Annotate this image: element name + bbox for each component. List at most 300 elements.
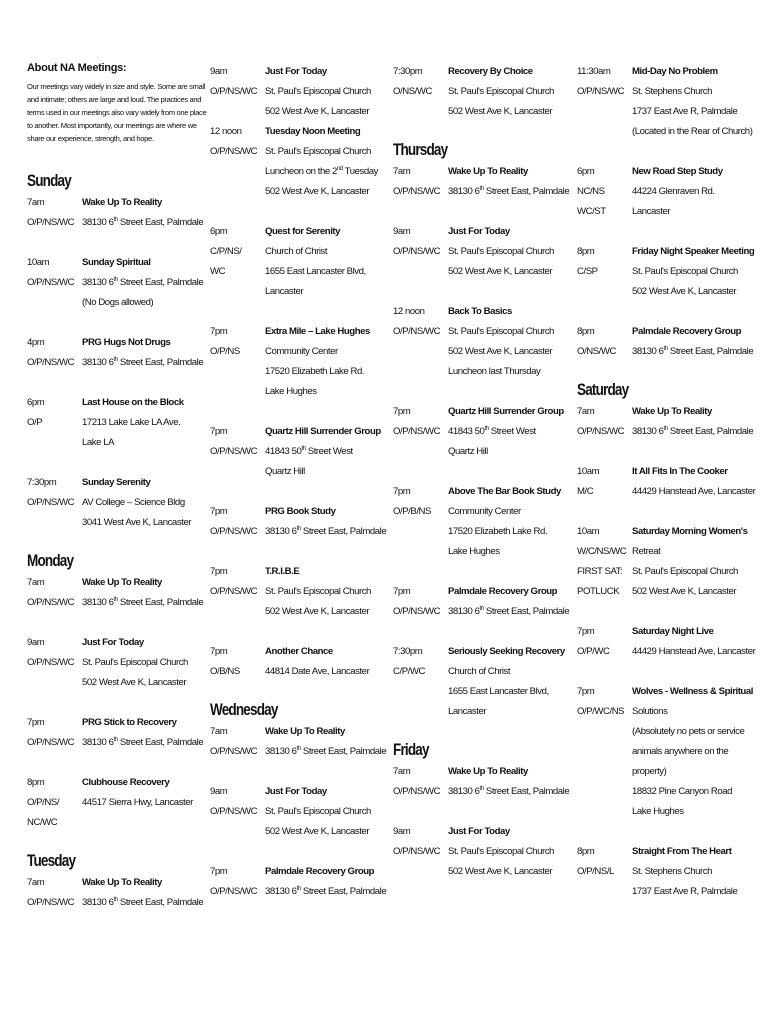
meeting-name: Clubhouse Recovery <box>82 777 170 788</box>
meeting-name: Sunday Serenity <box>82 477 151 488</box>
meeting-time: 11:30am <box>577 66 611 77</box>
meeting <box>577 62 755 142</box>
meeting-location: 38130 6th Street East, Palmdale <box>265 885 387 897</box>
meeting-time: 4pm <box>27 337 45 348</box>
meeting-time: 7pm <box>210 646 228 657</box>
meeting-format: NC/WC <box>27 817 58 828</box>
meeting-location: 1655 East Lancaster Blvd, <box>448 686 549 697</box>
meeting-location: 44814 Date Ave, Lancaster <box>265 666 370 677</box>
about-section <box>27 62 207 145</box>
meeting <box>577 242 755 302</box>
meeting-details <box>448 62 568 122</box>
meeting <box>27 773 195 833</box>
meeting-name: Mid-Day No Problem <box>632 66 718 77</box>
meeting-format: O/P/NS/WC <box>210 886 258 897</box>
meeting-name: Just For Today <box>448 226 510 237</box>
meeting <box>393 482 568 562</box>
column-3 <box>393 62 568 882</box>
meeting-details <box>265 722 386 762</box>
meeting-details <box>448 482 568 562</box>
meeting <box>210 722 387 762</box>
meeting-meta <box>393 222 448 282</box>
meeting-details <box>448 162 569 202</box>
meeting-location: St. Stephens Church <box>632 866 712 877</box>
meeting-meta <box>393 822 448 882</box>
meeting-format: WC <box>210 266 226 277</box>
meeting-time: 10am <box>577 466 600 477</box>
meeting-name: Saturday Night Live <box>632 626 714 637</box>
meeting-name: Palmdale Recovery Group <box>632 326 742 337</box>
meeting-details <box>82 193 203 233</box>
meeting-location: 502 West Ave K, Lancaster <box>265 606 370 617</box>
meeting-time: 7pm <box>393 406 411 417</box>
meeting-meta <box>393 302 448 382</box>
meeting-format: M/C <box>577 486 594 497</box>
day-heading-friday: Friday <box>393 741 429 759</box>
meeting-format: O/P/WC <box>577 646 610 657</box>
meeting <box>577 682 755 822</box>
meeting-format: O/P/NS/WC <box>27 657 75 668</box>
meeting-format: O/P/NS/WC <box>210 446 258 457</box>
meeting <box>577 162 755 222</box>
meeting-location: 18832 Pine Canyon Road <box>632 786 732 797</box>
meeting-location: St. Paul's Episcopal Church <box>632 566 738 577</box>
meeting-format: W/C/NS/WC <box>577 546 627 557</box>
meeting-time: 9am <box>27 637 45 648</box>
meeting-details <box>82 873 203 913</box>
meeting-meta <box>210 782 265 842</box>
meeting-meta <box>210 122 265 202</box>
meeting-meta <box>27 713 82 753</box>
meeting-details <box>265 122 380 202</box>
meeting-format: O/P/NS/WC <box>27 277 75 288</box>
meeting-location: (Located in the Rear of Church) <box>632 126 753 137</box>
meeting-location: Church of Christ <box>265 246 328 257</box>
meeting-meta <box>27 333 82 373</box>
meeting-format: C/P/WC <box>393 666 425 677</box>
meeting-location: (No Dogs allowed) <box>82 297 154 308</box>
meeting <box>210 422 380 482</box>
meeting-location: 44224 Glenraven Rd. <box>632 186 715 197</box>
meeting-details <box>632 842 755 902</box>
meeting-location: Lancaster <box>632 206 671 217</box>
meeting-name: Extra Mile – Lake Hughes <box>265 326 370 337</box>
meeting-name: Wake Up To Reality <box>82 197 162 208</box>
meeting-meta <box>577 62 632 142</box>
meeting <box>393 222 568 282</box>
meeting-format: O/P/NS/WC <box>27 597 75 608</box>
meeting <box>393 162 568 202</box>
meeting-meta <box>27 773 82 833</box>
meeting-location: 502 West Ave K, Lancaster <box>265 826 370 837</box>
meeting-meta <box>27 253 82 313</box>
meeting-name: It All Fits In The Cooker <box>632 466 728 477</box>
meeting-time: 8pm <box>577 846 595 857</box>
meeting <box>577 622 755 662</box>
meeting <box>210 782 380 842</box>
meeting-location: 44429 Hanstead Ave, Lancaster <box>632 646 756 657</box>
meeting-name: Back To Basics <box>448 306 512 317</box>
meeting-name: Quartz Hill Surrender Group <box>265 426 381 437</box>
meeting-location: 1737 East Ave R, Palmdale <box>632 886 738 897</box>
meeting-location: Community Center <box>265 346 338 357</box>
meeting-format: O/P/NS/WC <box>210 526 258 537</box>
about-text <box>27 80 207 145</box>
meeting-location: 502 West Ave K, Lancaster <box>632 586 737 597</box>
meeting-format: O/P/NS/L <box>577 866 614 877</box>
meeting-location: 38130 6th Street East, Palmdale <box>265 525 387 537</box>
meeting <box>210 62 380 122</box>
meeting-location: 38130 6th Street East, Palmdale <box>82 736 204 748</box>
meeting-meta <box>577 162 632 222</box>
meeting-details <box>265 322 380 402</box>
column-1 <box>27 62 207 913</box>
meeting-details <box>632 522 755 602</box>
meeting-location: animals anywhere on the <box>632 746 729 757</box>
meeting-name: Wake Up To Reality <box>265 726 345 737</box>
meeting-location: Retreat <box>632 546 661 557</box>
meeting-name: Wake Up To Reality <box>82 577 162 588</box>
meeting-time: 7pm <box>577 686 595 697</box>
meeting-format: O/P/NS/WC <box>210 746 258 757</box>
meeting-name: Tuesday Noon Meeting <box>265 126 361 137</box>
meeting-location: Solutions <box>632 706 668 717</box>
meeting-meta <box>210 422 265 482</box>
meeting-location: 44429 Hanstead Ave, Lancaster <box>632 486 756 497</box>
meeting-location: 38130 6th Street East, Palmdale <box>82 896 204 908</box>
meeting-location: property) <box>632 766 667 777</box>
meeting-format: O/P/NS/WC <box>210 146 258 157</box>
meeting-details <box>82 473 195 533</box>
meeting-format: O/NS/WC <box>577 346 616 357</box>
meeting-format: O/P/NS/WC <box>393 786 441 797</box>
meeting-location: 17213 Lake Lake LA Ave. <box>82 417 181 428</box>
meeting <box>27 193 204 233</box>
meeting-name: Just For Today <box>265 786 327 797</box>
meeting-meta <box>577 682 632 822</box>
meeting-format: O/P/NS/WC <box>393 846 441 857</box>
meeting-time: 7pm <box>210 426 228 437</box>
meeting-location: St. Paul's Episcopal Church <box>448 846 554 857</box>
meeting-name: Just For Today <box>265 66 327 77</box>
meeting-format: O/P/NS/WC <box>393 186 441 197</box>
meeting-name: Wake Up To Reality <box>632 406 712 417</box>
meeting-time: 9am <box>393 826 411 837</box>
meeting-location: St. Paul's Episcopal Church <box>448 326 554 337</box>
meeting-details <box>632 462 755 502</box>
meeting-location: 1655 East Lancaster Blvd, <box>265 266 366 277</box>
meeting <box>27 473 195 533</box>
meeting-time: 7pm <box>577 626 595 637</box>
meeting <box>210 222 380 302</box>
meeting-details <box>632 622 755 662</box>
meeting-format: O/P/NS <box>210 346 240 357</box>
meeting-location: AV College – Science Bldg <box>82 497 185 508</box>
meeting-name: Seriously Seeking Recovery <box>448 646 565 657</box>
meeting <box>577 462 755 502</box>
meeting-name: Sunday Spiritual <box>82 257 151 268</box>
meeting-time: 7pm <box>210 866 228 877</box>
meeting <box>210 122 380 202</box>
meeting-details <box>265 782 380 842</box>
meeting-location: 38130 6th Street East, Palmdale <box>82 216 204 228</box>
meeting-time: 6pm <box>27 397 45 408</box>
meeting-time: 12 noon <box>210 126 242 137</box>
meeting-meta <box>577 622 632 662</box>
meeting-format: O/P/NS/WC <box>210 806 258 817</box>
meeting-details <box>448 302 568 382</box>
meeting-format: O/P/NS/WC <box>27 897 75 908</box>
meeting-format: O/P/NS/WC <box>577 426 625 437</box>
meeting-name: Palmdale Recovery Group <box>265 866 375 877</box>
meeting-time: 8pm <box>577 246 595 257</box>
meeting-location: Lancaster <box>448 706 487 717</box>
meeting-time: 7am <box>210 726 228 737</box>
meeting-details <box>632 322 755 362</box>
meeting-details <box>82 713 203 753</box>
meeting-format: WC/ST <box>577 206 606 217</box>
meeting-details <box>448 642 568 722</box>
meeting <box>577 322 755 362</box>
meeting-location: St. Paul's Episcopal Church <box>448 86 554 97</box>
day-heading-monday: Monday <box>27 552 74 570</box>
meeting-time: 7am <box>27 197 45 208</box>
meeting-meta <box>27 473 82 533</box>
meeting-format: O/P/NS/WC <box>393 606 441 617</box>
meeting <box>577 402 755 442</box>
meeting-format: O/B/NS <box>210 666 240 677</box>
meeting-location: 502 West Ave K, Lancaster <box>448 346 553 357</box>
meeting-details <box>632 62 755 142</box>
meeting-name: Recovery By Choice <box>448 66 533 77</box>
meeting-meta <box>393 762 448 802</box>
meeting <box>210 562 380 622</box>
meeting-name: Wake Up To Reality <box>448 166 528 177</box>
meeting-name: Quest for Serenity <box>265 226 341 237</box>
meeting-time: 7pm <box>393 486 411 497</box>
column-4 <box>577 62 755 902</box>
meeting-details <box>632 402 755 442</box>
meeting-location: 38130 6th Street East, Palmdale <box>448 785 570 797</box>
meeting-location: St. Paul's Episcopal Church <box>82 657 188 668</box>
meeting-time: 6pm <box>210 226 228 237</box>
meeting-format: O/P/NS/WC <box>393 326 441 337</box>
meeting-location: 41843 50th Street West <box>265 445 353 457</box>
meeting-meta <box>393 162 448 202</box>
meeting <box>27 333 204 373</box>
meeting-name: Just For Today <box>448 826 510 837</box>
meeting-time: 8pm <box>577 326 595 337</box>
meeting-location: 38130 6th Street East, Palmdale <box>82 596 204 608</box>
meeting-location: 44517 Sierra Hwy, Lancaster <box>82 797 193 808</box>
meeting-format: NC/NS <box>577 186 605 197</box>
meeting-format: O/P/NS/WC <box>577 86 625 97</box>
meeting-meta <box>393 642 448 722</box>
meeting-name: Wake Up To Reality <box>82 877 162 888</box>
meeting-format: O/P/NS/WC <box>210 586 258 597</box>
meeting-format: O/P/B/NS <box>393 506 431 517</box>
meeting-location: Lake Hughes <box>265 386 317 397</box>
meeting <box>577 522 755 602</box>
meeting-meta <box>210 62 265 122</box>
meeting-name: Wolves - Wellness & Spiritual <box>632 686 753 697</box>
meeting-format: POTLUCK <box>577 586 620 597</box>
meeting-details <box>265 502 386 542</box>
about-line: to another. Most importantly, our meetings are where we <box>27 121 197 130</box>
meeting-name: Last House on the Block <box>82 397 184 408</box>
meeting-time: 7am <box>393 166 411 177</box>
meeting-location: 502 West Ave K, Lancaster <box>448 866 553 877</box>
meeting-meta <box>577 322 632 362</box>
meeting <box>393 762 568 802</box>
day-heading-wednesday: Wednesday <box>210 701 278 719</box>
meeting <box>393 62 568 122</box>
meeting-details <box>632 242 755 302</box>
meeting-time: 10am <box>27 257 50 268</box>
about-line: terms used in our meetings also vary widely from one place <box>27 108 207 117</box>
column-2 <box>210 62 387 902</box>
meeting-details <box>265 862 386 902</box>
meeting-format: O/P/NS/WC <box>393 426 441 437</box>
meeting-time: 7pm <box>210 326 228 337</box>
day-heading-sunday: Sunday <box>27 172 71 190</box>
meeting-format: O/P/NS/WC <box>27 217 75 228</box>
meeting-time: 7pm <box>210 566 228 577</box>
meeting-location: Luncheon last Thursday <box>448 366 541 377</box>
meeting-meta <box>210 322 265 402</box>
meeting-meta <box>577 242 632 302</box>
meeting-details <box>448 222 568 282</box>
meeting-format: O/P/NS/WC <box>27 497 75 508</box>
meeting <box>210 502 387 542</box>
meeting-meta <box>27 873 82 913</box>
meeting-location: St. Paul's Episcopal Church <box>632 266 738 277</box>
meeting-location: Luncheon on the 2nd Tuesday <box>265 165 378 177</box>
meeting-meta <box>577 462 632 502</box>
meeting-location: Quartz Hill <box>265 466 305 477</box>
meeting-time: 9am <box>393 226 411 237</box>
meeting-time: 7am <box>27 877 45 888</box>
meeting-format: C/P/NS/ <box>210 246 242 257</box>
meeting-location: Lake LA <box>82 437 115 448</box>
meeting-location: Lancaster <box>265 286 304 297</box>
meeting-name: Straight From The Heart <box>632 846 732 857</box>
meeting-location: 17520 Elizabeth Lake Rd. <box>448 526 548 537</box>
meeting-time: 7:30pm <box>393 66 423 77</box>
day-heading-saturday: Saturday <box>577 381 629 399</box>
meeting-format: C/SP <box>577 266 598 277</box>
day-heading-tuesday: Tuesday <box>27 852 76 870</box>
meeting-details <box>265 562 380 622</box>
meeting <box>393 582 568 622</box>
meeting-details <box>632 682 755 822</box>
meeting-format: O/P/NS/WC <box>393 246 441 257</box>
meeting-time: 9am <box>210 786 228 797</box>
meeting-meta <box>577 522 632 602</box>
meeting-location: Community Center <box>448 506 521 517</box>
meeting <box>210 642 380 682</box>
meeting-location: 38130 6th Street East, Palmdale <box>632 345 754 357</box>
meeting-location: (Absolutely no pets or service <box>632 726 745 737</box>
meeting-name: PRG Book Study <box>265 506 336 517</box>
meeting-location: St. Paul's Episcopal Church <box>265 806 371 817</box>
meeting-meta <box>210 502 265 542</box>
meeting-meta <box>393 402 448 462</box>
meeting-meta <box>210 722 265 762</box>
meeting-name: Palmdale Recovery Group <box>448 586 558 597</box>
meeting-meta <box>27 393 82 453</box>
meeting-details <box>82 633 195 693</box>
about-line: and intimate; others are large and loud. The practices and <box>27 95 202 104</box>
meeting-location: 38130 6th Street East, Palmdale <box>448 185 570 197</box>
meeting-meta <box>210 642 265 682</box>
meeting-time: 10am <box>577 526 600 537</box>
meeting-details <box>82 393 195 453</box>
meeting <box>393 402 568 462</box>
meeting <box>27 713 204 753</box>
meeting-location: 38130 6th Street East, Palmdale <box>82 276 204 288</box>
meeting-format: O/P/NS/WC <box>210 86 258 97</box>
meeting-format: O/P/WC/NS <box>577 706 625 717</box>
meeting-time: 7pm <box>27 717 45 728</box>
meeting-meta <box>210 562 265 622</box>
meeting <box>27 573 204 613</box>
meeting-location: St. Stephens Church <box>632 86 712 97</box>
meeting-location: 502 West Ave K, Lancaster <box>448 106 553 117</box>
meeting-location: Lake Hughes <box>632 806 684 817</box>
meeting-meta <box>577 842 632 902</box>
meeting-location: 41843 50th Street West <box>448 425 536 437</box>
meeting-format: FIRST SAT: <box>577 566 623 577</box>
meeting-name: New Road Step Study <box>632 166 723 177</box>
meeting-details <box>82 333 203 373</box>
meeting-location: 502 West Ave K, Lancaster <box>448 266 553 277</box>
meeting-time: 6pm <box>577 166 595 177</box>
meeting-location: St. Paul's Episcopal Church <box>265 586 371 597</box>
meeting-details <box>265 222 380 302</box>
meeting-location: 502 West Ave K, Lancaster <box>265 106 370 117</box>
meeting-details <box>448 822 568 882</box>
meeting-location: 17520 Elizabeth Lake Rd. <box>265 366 365 377</box>
about-line: share our experience, strength, and hope. <box>27 134 154 143</box>
meeting-time: 7:30pm <box>27 477 57 488</box>
meeting <box>27 873 204 913</box>
meeting-meta <box>393 62 448 122</box>
meeting-location: St. Paul's Episcopal Church <box>265 86 371 97</box>
meeting-details <box>265 642 380 682</box>
meeting-location: Lake Hughes <box>448 546 500 557</box>
meeting-format: O/P <box>27 417 43 428</box>
meeting <box>27 393 195 453</box>
meeting-location: 38130 6th Street East, Palmdale <box>448 605 570 617</box>
meeting-details <box>82 253 203 313</box>
meeting <box>27 253 204 313</box>
meeting-location: 3041 West Ave K, Lancaster <box>82 517 192 528</box>
meeting-time: 7am <box>577 406 595 417</box>
meeting-meta <box>577 402 632 442</box>
meeting-time: 7am <box>27 577 45 588</box>
meeting-name: Saturday Morning Women's <box>632 526 748 537</box>
meeting-format: O/P/NS/ <box>27 797 60 808</box>
meeting-details <box>448 402 568 462</box>
meeting-name: Friday Night Speaker Meeting <box>632 246 755 257</box>
meeting-time: 8pm <box>27 777 45 788</box>
meeting-time: 7:30pm <box>393 646 423 657</box>
meeting-meta <box>27 193 82 233</box>
meeting-time: 9am <box>210 66 228 77</box>
meeting <box>577 842 755 902</box>
meeting-name: Just For Today <box>82 637 144 648</box>
